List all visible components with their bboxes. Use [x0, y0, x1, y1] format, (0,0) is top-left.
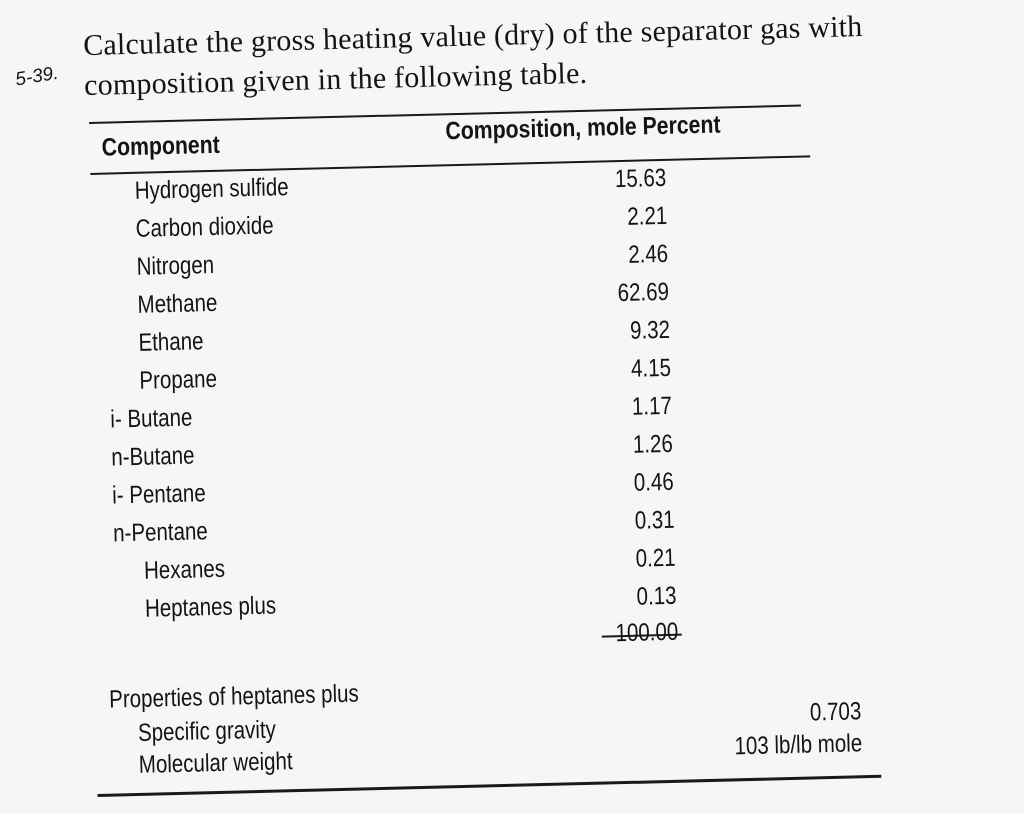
column-header-component: Component [101, 130, 221, 162]
component-name: Carbon dioxide [135, 211, 274, 243]
mole-percent-value: 1.17 [631, 391, 673, 421]
composition-table-body [0, 155, 1024, 636]
specific-gravity-label: Specific gravity [137, 715, 277, 747]
component-name: i- Butane [110, 403, 193, 434]
component-name: Hydrogen sulfide [134, 173, 289, 205]
molecular-weight-label: Molecular weight [138, 747, 293, 779]
component-name: Hexanes [143, 554, 226, 585]
component-name: n-Pentane [112, 517, 209, 548]
component-name: Propane [139, 364, 218, 395]
mole-percent-value: 1.26 [632, 429, 674, 459]
mole-percent-value: 4.15 [631, 353, 672, 383]
mole-percent-value: 0.13 [636, 581, 678, 611]
problem-statement [83, 3, 1015, 106]
mole-percent-value: 2.46 [628, 239, 669, 269]
problem-number: 5-39. [13, 62, 60, 91]
mole-percent-value: 0.46 [633, 467, 675, 497]
mole-percent-value: 15.63 [614, 163, 667, 194]
component-name: Nitrogen [136, 250, 215, 281]
molecular-weight-value: 103 lb/lb mole [734, 729, 863, 761]
specific-gravity-value: 0.703 [810, 697, 863, 727]
column-header-composition: Composition, mole Percent [445, 110, 721, 146]
mole-percent-value: 9.32 [630, 315, 671, 345]
component-name: i- Pentane [111, 479, 206, 510]
component-name: n-Butane [110, 441, 195, 472]
mole-percent-value: 2.21 [627, 201, 668, 231]
component-name: Ethane [138, 327, 204, 357]
problem-text-line-1: Calculate the gross heating value (dry) of the separator gas with [82, 10, 863, 63]
composition-total: 100.00 [614, 617, 679, 648]
component-name: Heptanes plus [144, 591, 277, 623]
mole-percent-value: 62.69 [617, 277, 670, 308]
properties-title: Properties of heptanes plus [108, 679, 360, 714]
mole-percent-value: 0.21 [635, 543, 677, 573]
mole-percent-value: 0.31 [634, 505, 676, 535]
problem-text-line-2: composition given in the following table. [83, 56, 588, 103]
component-name: Methane [137, 288, 218, 319]
